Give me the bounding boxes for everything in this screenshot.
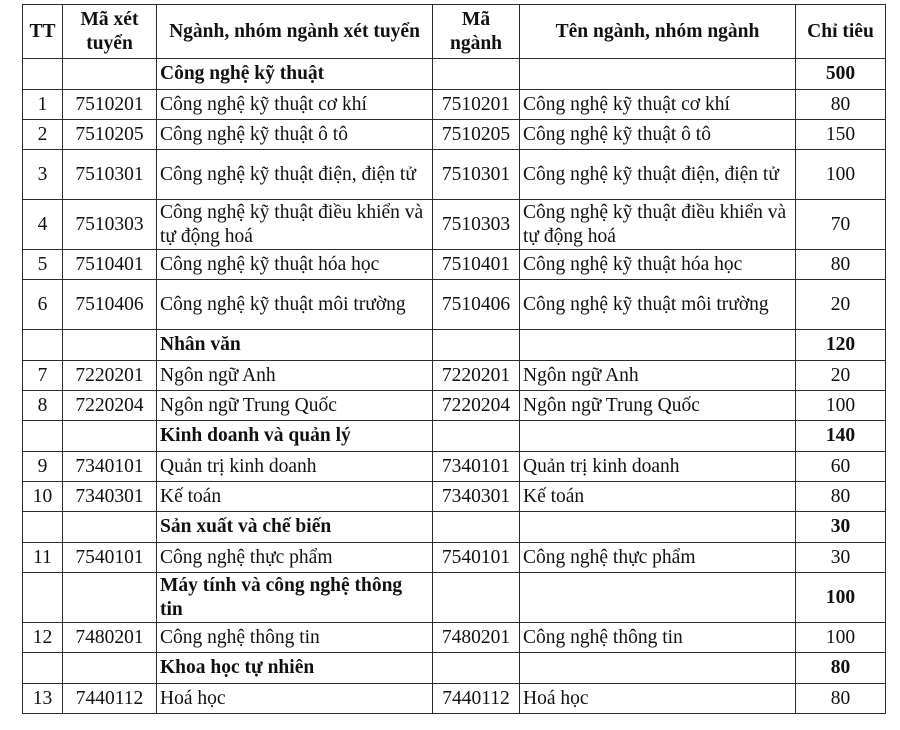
- quota-cell: 70: [796, 200, 886, 250]
- group-row: [23, 421, 886, 452]
- header-quota: Chỉ tiêu: [796, 5, 886, 59]
- quota-cell: 150: [796, 120, 886, 150]
- tt-cell: 9: [23, 452, 63, 482]
- table-row: [23, 452, 886, 482]
- major-code-cell: [433, 573, 520, 623]
- major-name-cell: [520, 653, 796, 684]
- major-code-cell: 7510401: [433, 250, 520, 280]
- table-row: [23, 150, 886, 200]
- group-name-cell: Công nghệ kỹ thuật: [157, 59, 433, 90]
- admission-code-cell: 7510401: [63, 250, 157, 280]
- group-name-cell: Máy tính và công nghệ thông tin: [157, 573, 433, 623]
- major-code-cell: 7510303: [433, 200, 520, 250]
- quota-cell: 80: [796, 90, 886, 120]
- tt-cell: 4: [23, 200, 63, 250]
- table-row: [23, 280, 886, 330]
- table-row: [23, 391, 886, 421]
- group-quota-cell: 80: [796, 653, 886, 684]
- admission-code-cell: 7480201: [63, 623, 157, 653]
- group-quota-cell: 30: [796, 512, 886, 543]
- major-name-cell: Ngôn ngữ Anh: [520, 361, 796, 391]
- table-row: [23, 250, 886, 280]
- major-code-cell: 7540101: [433, 543, 520, 573]
- major-code-cell: [433, 653, 520, 684]
- major-name-cell: Công nghệ kỹ thuật ô tô: [520, 120, 796, 150]
- admissions-table: [22, 4, 886, 714]
- header-row: [23, 5, 886, 59]
- admission-code-cell: 7510201: [63, 90, 157, 120]
- admission-name-cell: Kế toán: [157, 482, 433, 512]
- tt-cell: 2: [23, 120, 63, 150]
- admission-name-cell: Ngôn ngữ Anh: [157, 361, 433, 391]
- quota-cell: 20: [796, 280, 886, 330]
- major-code-cell: 7510205: [433, 120, 520, 150]
- major-name-cell: Công nghệ kỹ thuật điều khiển và tự động hoá: [520, 200, 796, 250]
- group-quota-cell: 140: [796, 421, 886, 452]
- admission-code-cell: 7340101: [63, 452, 157, 482]
- group-row: [23, 512, 886, 543]
- table-row: [23, 543, 886, 573]
- admission-code-cell: 7220201: [63, 361, 157, 391]
- admission-name-cell: Công nghệ thực phẩm: [157, 543, 433, 573]
- tt-cell: 7: [23, 361, 63, 391]
- admission-name-cell: Công nghệ thông tin: [157, 623, 433, 653]
- admission-code-cell: 7510205: [63, 120, 157, 150]
- major-code-cell: 7440112: [433, 684, 520, 714]
- admission-code-cell: [63, 330, 157, 361]
- tt-cell: 13: [23, 684, 63, 714]
- major-code-cell: 7510301: [433, 150, 520, 200]
- quota-cell: 80: [796, 684, 886, 714]
- admission-code-cell: 7510406: [63, 280, 157, 330]
- major-name-cell: [520, 512, 796, 543]
- major-code-cell: 7220201: [433, 361, 520, 391]
- tt-cell: [23, 512, 63, 543]
- major-name-cell: Kế toán: [520, 482, 796, 512]
- admission-name-cell: Công nghệ kỹ thuật cơ khí: [157, 90, 433, 120]
- major-name-cell: Công nghệ kỹ thuật hóa học: [520, 250, 796, 280]
- tt-cell: 8: [23, 391, 63, 421]
- major-code-cell: [433, 59, 520, 90]
- group-name-cell: Khoa học tự nhiên: [157, 653, 433, 684]
- tt-cell: 12: [23, 623, 63, 653]
- quota-cell: 60: [796, 452, 886, 482]
- tt-cell: [23, 330, 63, 361]
- table-row: [23, 482, 886, 512]
- group-row: [23, 59, 886, 90]
- admission-code-cell: 7440112: [63, 684, 157, 714]
- admission-code-cell: 7340301: [63, 482, 157, 512]
- tt-cell: 11: [23, 543, 63, 573]
- quota-cell: 80: [796, 250, 886, 280]
- major-name-cell: [520, 330, 796, 361]
- table-row: [23, 90, 886, 120]
- quota-cell: 20: [796, 361, 886, 391]
- major-code-cell: [433, 330, 520, 361]
- major-name-cell: Công nghệ thực phẩm: [520, 543, 796, 573]
- major-name-cell: [520, 421, 796, 452]
- major-name-cell: Công nghệ kỹ thuật cơ khí: [520, 90, 796, 120]
- major-name-cell: Hoá học: [520, 684, 796, 714]
- major-code-cell: 7340301: [433, 482, 520, 512]
- major-name-cell: Công nghệ kỹ thuật điện, điện tử: [520, 150, 796, 200]
- tt-cell: [23, 421, 63, 452]
- quota-cell: 100: [796, 391, 886, 421]
- tt-cell: [23, 59, 63, 90]
- group-name-cell: Sản xuất và chế biến: [157, 512, 433, 543]
- admission-name-cell: Công nghệ kỹ thuật điều khiển và tự động hoá: [157, 200, 433, 250]
- major-code-cell: [433, 421, 520, 452]
- tt-cell: [23, 573, 63, 623]
- major-name-cell: Công nghệ kỹ thuật môi trường: [520, 280, 796, 330]
- admission-name-cell: Ngôn ngữ Trung Quốc: [157, 391, 433, 421]
- group-name-cell: Kinh doanh và quản lý: [157, 421, 433, 452]
- major-name-cell: Quản trị kinh doanh: [520, 452, 796, 482]
- admission-code-cell: [63, 59, 157, 90]
- tt-cell: 3: [23, 150, 63, 200]
- major-name-cell: [520, 573, 796, 623]
- admission-name-cell: Hoá học: [157, 684, 433, 714]
- table-row: [23, 684, 886, 714]
- group-quota-cell: 100: [796, 573, 886, 623]
- group-name-cell: Nhân văn: [157, 330, 433, 361]
- group-row: [23, 330, 886, 361]
- admission-code-cell: [63, 512, 157, 543]
- admission-name-cell: Công nghệ kỹ thuật hóa học: [157, 250, 433, 280]
- admission-code-cell: [63, 653, 157, 684]
- major-code-cell: 7480201: [433, 623, 520, 653]
- header-major-code: Mã ngành: [433, 5, 520, 59]
- header-admission-name: Ngành, nhóm ngành xét tuyển: [157, 5, 433, 59]
- major-code-cell: 7340101: [433, 452, 520, 482]
- header-admission-code: Mã xét tuyển: [63, 5, 157, 59]
- header-major-name: Tên ngành, nhóm ngành: [520, 5, 796, 59]
- admission-name-cell: Công nghệ kỹ thuật ô tô: [157, 120, 433, 150]
- admission-name-cell: Quản trị kinh doanh: [157, 452, 433, 482]
- admission-code-cell: [63, 421, 157, 452]
- table-row: [23, 623, 886, 653]
- table-row: [23, 120, 886, 150]
- major-name-cell: [520, 59, 796, 90]
- group-row: [23, 653, 886, 684]
- major-code-cell: 7220204: [433, 391, 520, 421]
- table-row: [23, 361, 886, 391]
- major-code-cell: [433, 512, 520, 543]
- quota-cell: 30: [796, 543, 886, 573]
- tt-cell: 6: [23, 280, 63, 330]
- group-quota-cell: 120: [796, 330, 886, 361]
- major-code-cell: 7510201: [433, 90, 520, 120]
- admission-code-cell: 7510303: [63, 200, 157, 250]
- quota-cell: 80: [796, 482, 886, 512]
- tt-cell: 10: [23, 482, 63, 512]
- quota-cell: 100: [796, 623, 886, 653]
- group-quota-cell: 500: [796, 59, 886, 90]
- tt-cell: 1: [23, 90, 63, 120]
- major-name-cell: Công nghệ thông tin: [520, 623, 796, 653]
- quota-cell: 100: [796, 150, 886, 200]
- admission-code-cell: 7540101: [63, 543, 157, 573]
- tt-cell: [23, 653, 63, 684]
- admission-name-cell: Công nghệ kỹ thuật môi trường: [157, 280, 433, 330]
- admission-code-cell: 7220204: [63, 391, 157, 421]
- table-row: [23, 200, 886, 250]
- admission-code-cell: 7510301: [63, 150, 157, 200]
- group-row: [23, 573, 886, 623]
- header-tt: TT: [23, 5, 63, 59]
- admission-code-cell: [63, 573, 157, 623]
- admission-name-cell: Công nghệ kỹ thuật điện, điện tử: [157, 150, 433, 200]
- tt-cell: 5: [23, 250, 63, 280]
- major-name-cell: Ngôn ngữ Trung Quốc: [520, 391, 796, 421]
- major-code-cell: 7510406: [433, 280, 520, 330]
